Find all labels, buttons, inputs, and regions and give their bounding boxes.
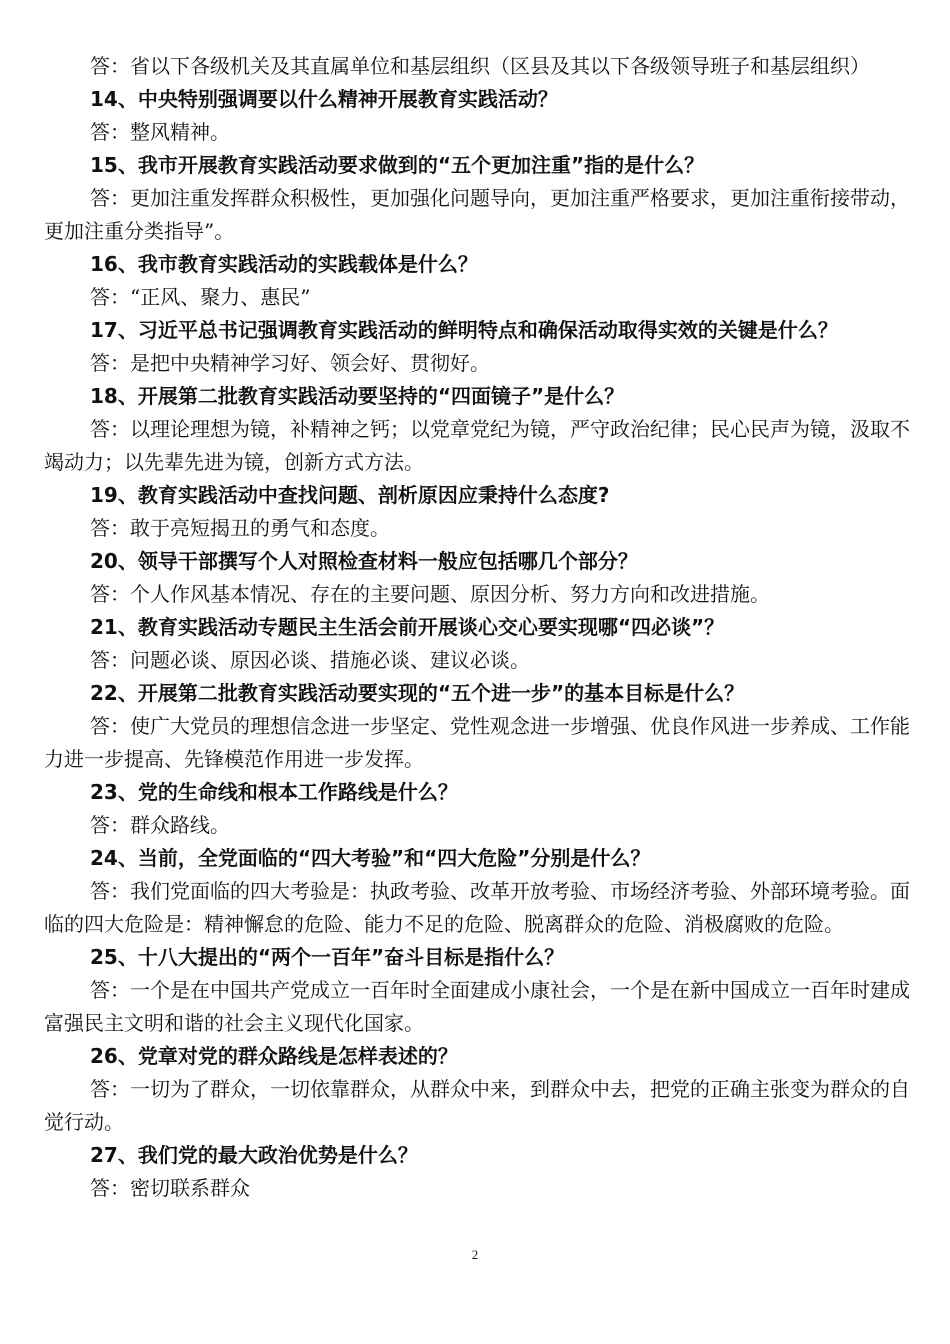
question-line: 25、十八大提出的“两个一百年”奋斗目标是指什么？ [90, 945, 565, 969]
question-line: 18、开展第二批教育实践活动要坚持的“四面镜子”是什么？ [90, 384, 625, 408]
answer-line: 答：问题必谈、原因必谈、措施必谈、建议必谈。 [90, 648, 530, 672]
question-line: 16、我市教育实践活动的实践载体是什么？ [90, 252, 478, 276]
answer-line: 答：密切联系群众 [90, 1176, 250, 1200]
answer-line: 答：是把中央精神学习好、领会好、贯彻好。 [90, 351, 490, 375]
question-line: 24、当前，全党面临的“四大考验”和“四大危险”分别是什么？ [90, 846, 651, 870]
question-line: 27、我们党的最大政治优势是什么？ [90, 1143, 418, 1167]
document-body [44, 50, 910, 1205]
answer-line: 答：我们党面临的四大考验是：执政考验、改革开放考验、市场经济考验、外部环境考验。面临的四大危险是：精神懈怠的危险、能力不足的危险、脱离群众的危险、消极腐败的危险。 [44, 879, 910, 936]
answer-line: 答：更加注重发挥群众积极性，更加强化问题导向，更加注重严格要求，更加注重衔接带动，更加注重分类指导”。 [44, 186, 910, 243]
question-line: 26、党章对党的群众路线是怎样表述的？ [90, 1044, 458, 1068]
question-line: 19、教育实践活动中查找问题、剖析原因应秉持什么态度? [90, 483, 610, 507]
answer-line: 答：群众路线。 [90, 813, 230, 837]
answer-line: 答：省以下各级机关及其直属单位和基层组织（区县及其以下各级领导班子和基层组织） [90, 54, 870, 78]
answer-line: 答：一切为了群众，一切依靠群众，从群众中来，到群众中去，把党的正确主张变为群众的自觉行动。 [44, 1077, 910, 1134]
question-line: 21、教育实践活动专题民主生活会前开展谈心交心要实现哪“四必谈”？ [90, 615, 725, 639]
question-line: 20、领导干部撰写个人对照检查材料一般应包括哪几个部分？ [90, 549, 638, 573]
question-line: 22、开展第二批教育实践活动要实现的“五个进一步”的基本目标是什么？ [90, 681, 745, 705]
question-line: 17、习近平总书记强调教育实践活动的鲜明特点和确保活动取得实效的关键是什么？ [90, 318, 838, 342]
answer-line: 答：个人作风基本情况、存在的主要问题、原因分析、努力方向和改进措施。 [90, 582, 770, 606]
answer-line: 答：整风精神。 [90, 120, 230, 144]
question-line: 15、我市开展教育实践活动要求做到的“五个更加注重”指的是什么？ [90, 153, 705, 177]
question-line: 14、中央特别强调要以什么精神开展教育实践活动？ [90, 87, 558, 111]
question-line: 23、党的生命线和根本工作路线是什么？ [90, 780, 458, 804]
answer-line: 答：以理论理想为镜，补精神之钙；以党章党纪为镜，严守政治纪律；民心民声为镜，汲取不竭动力；以先辈先进为镜，创新方式方法。 [44, 417, 910, 474]
page-number: 2 [471, 1247, 479, 1262]
answer-line: 答：使广大党员的理想信念进一步坚定、党性观念进一步增强、优良作风进一步养成、工作能力进一步提高、先锋模范作用进一步发挥。 [44, 714, 910, 771]
answer-line: 答：一个是在中国共产党成立一百年时全面建成小康社会，一个是在新中国成立一百年时建成富强民主文明和谐的社会主义现代化国家。 [44, 978, 910, 1035]
answer-line: 答：敢于亮短揭丑的勇气和态度。 [90, 516, 390, 540]
answer-line: 答：“正风、聚力、惠民” [90, 285, 311, 309]
